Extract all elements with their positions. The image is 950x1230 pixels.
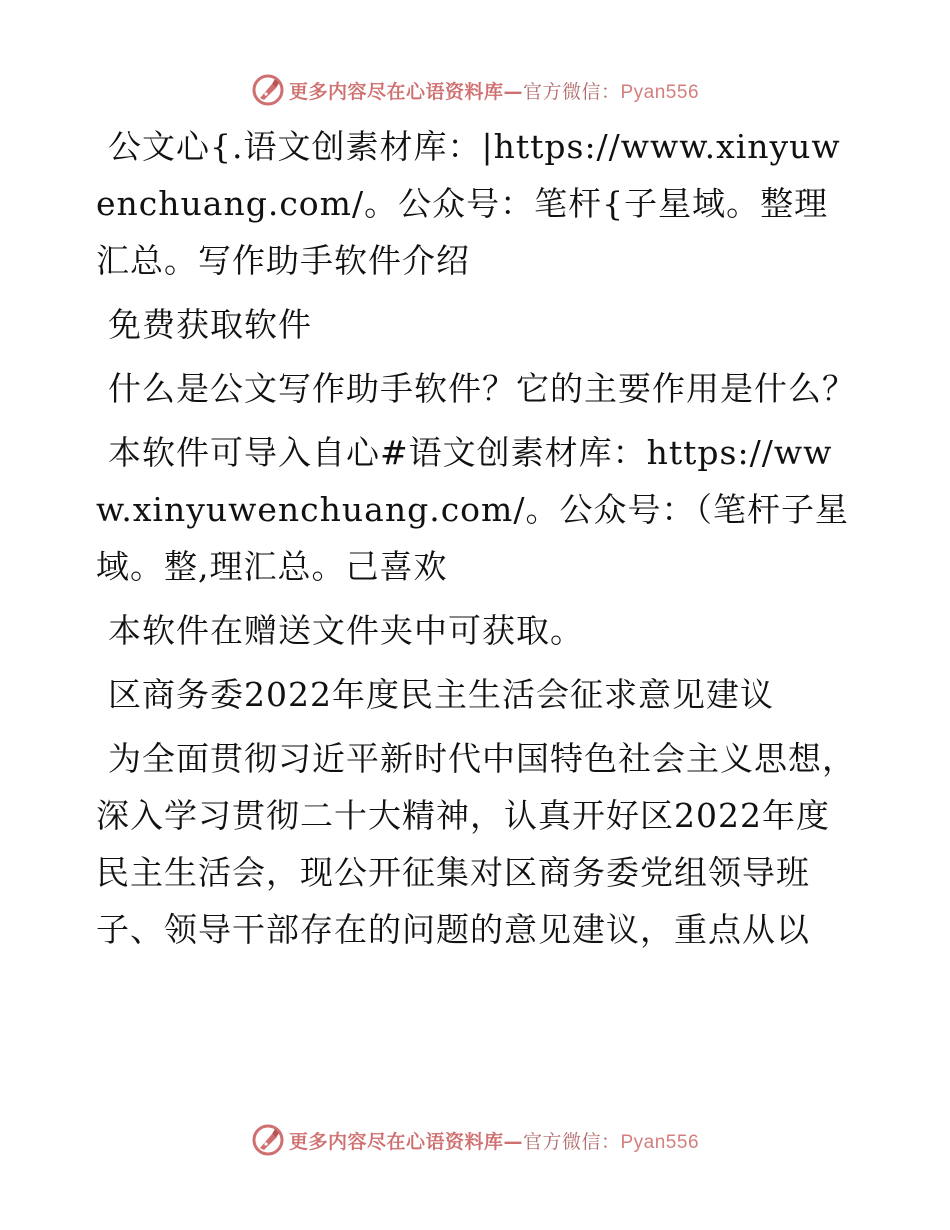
paragraph-question: 什么是公文写作助手软件？它的主要作用是什么？ <box>108 369 856 408</box>
paragraph-source-note: 公文心{.语文创素材库：|https://www.xinyuwenchuang.com/。公众号：笔杆{子星域。整理汇总。写作助手软件介绍 <box>96 127 841 280</box>
paragraph-free-software: 免费获取软件 <box>108 305 312 344</box>
paragraph-body: 为全面贯彻习近平新时代中国特色社会主义思想，深入学习贯彻二十大精神，认真开好区2022年度民主生活会，现公开征集对区商务委党组领导班子、领导干部存在的问题的意见建议，重点从以 <box>96 739 856 949</box>
banner-message: 更多内容尽在心语资料库—官方微信：Pyan556 <box>288 1130 700 1153</box>
paragraph-import-note: 本软件可导入自心#语文创素材库：https://www.xinyuwenchuang.com/。公众号：（笔杆子星域。整,理汇总。己喜欢 <box>96 433 849 586</box>
pen-nib-icon <box>251 1123 285 1157</box>
footer-banner <box>0 1120 950 1160</box>
banner-message: 更多内容尽在心语资料库—官方微信：Pyan556 <box>288 80 700 103</box>
document-body <box>96 118 856 958</box>
header-banner <box>0 70 950 110</box>
document-heading: 区商务委2022年度民主生活会征求意见建议 <box>108 675 774 714</box>
pen-nib-icon <box>251 73 285 107</box>
paragraph-gift-folder: 本软件在赠送文件夹中可获取。 <box>108 611 584 650</box>
